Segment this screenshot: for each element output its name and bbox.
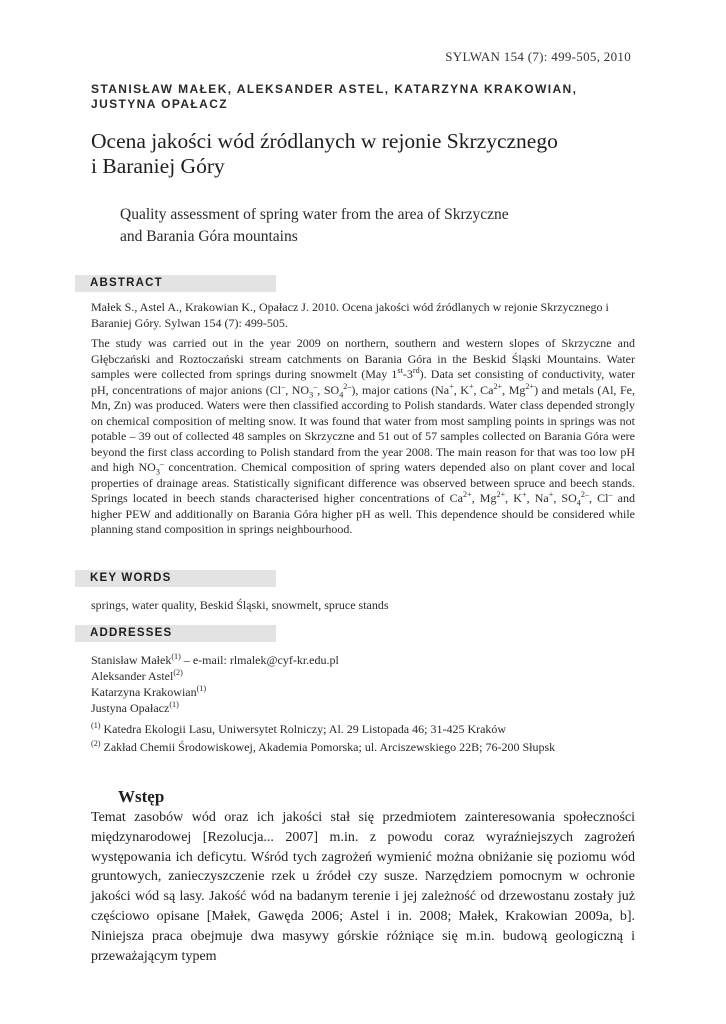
address-astel: Aleksander Astel$^{(2)}$	[91, 668, 183, 683]
keywords-text: springs, water quality, Beskid Śląski, snowmelt, spruce stands	[91, 598, 389, 612]
title-en-line-2: and Barania Góra mountains	[120, 228, 298, 245]
keywords-heading: KEY WORDS	[75, 570, 276, 587]
abstract-heading: ABSTRACT	[75, 275, 276, 292]
intro-heading: Wstęp	[118, 787, 165, 806]
abstract-section	[91, 300, 635, 538]
addresses-heading: ADDRESSES	[75, 625, 276, 642]
abstract-text: The study was carried out in the year 2009 on northern, southern and western slopes of Skrzyczne and Głębczański and Roztoczański stream catchments on Barania Góra in the Beskid Śląski Mountains. Water samples were collected from springs during snowmelt (May 1st-3rd). Data set consisting of conductivity, water pH, concentrations of major anions (Cl–, $NO_3^-$, $SO_4^{2-}$), major cations (Na+, K+, $Ca^{2+}$, $Mg^{2+}$) and metals (Al, Fe, Mn, Zn) was produced. Waters were then classified according to Polish standards. Water class depended strongly on chemical composition of melting snow. It was found that water from most sampling points in springs was not potable – 39 out of collected 48 samples on Skrzyczne and 51 out of 57 samples collected on Barania Góra were beyond the first class according to Polish standard from the year 2008. The main reason for that was too low pH and high $NO_3^-$ concentration. Chemical composition of spring waters depended also on plant cover and local properties of drainage areas. Statistically significant difference was observed between spruce and beech stands. Springs located in beech stands characterised higher concentrations of $Ca^{2+}$, $Mg^{2+}$, K+, Na+, $SO_4^{2-}$, Cl– and higher PEW and additionally on Barania Góra higher pH as well. This dependence should be considered while planning stand composition in springs neighbourhood.	[91, 336, 636, 536]
journal-reference: SYLWAN 154 (7): 499-505, 2010	[445, 49, 631, 64]
address-malek: Stanisław Małek$^{(1)}$ – e-mail: rlmalek@cyf-kr.edu.pl	[91, 652, 339, 667]
author-line-2: JUSTYNA OPAŁACZ	[91, 97, 229, 111]
title-pl-line-2: i Baraniej Góry	[91, 154, 225, 178]
abstract-citation: Małek S., Astel A., Krakowian K., Opałacz J. 2010. Ocena jakości wód źródlanych w rejonie Skrzycznego i Baraniej Góry. Sylwan 154 (7): 499-505.	[91, 300, 609, 330]
address-krakowian: Katarzyna Krakowian$^{(1)}$	[91, 684, 207, 699]
institution-1: $^{(1)}$ Katedra Ekologii Lasu, Uniwersytet Rolniczy; Al. 29 Listopada 46; 31-425 Kraków	[91, 721, 507, 736]
author-line-1: STANISŁAW MAŁEK, ALEKSANDER ASTEL, KATARZYNA KRAKOWIAN,	[91, 82, 578, 96]
article-title-polish	[91, 129, 651, 179]
intro-text: Temat zasobów wód oraz ich jakości stał się przedmiotem zainteresowania społeczności międzynarodowej [Rezolucja... 2007] m.in. z powodu coraz wyraźniejszych zagrożeń występowania ich deficytu. Wśród tych zagrożeń wymienić można obniżanie się poziomu wód gruntowych, zanieczyszczenie rzek u źródeł czy susze. Narzędziem pomocnym w ochronie jakości wód są lasy. Jakość wód na badanym terenie i jej zależność od drzewostanu zostały już częściowo opisane [Małek, Gawęda 2006; Astel i in. 2008; Małek, Krakowian 2009a, b]. Niniejsza praca obejmuje dwa masywy górskie różniące się m.in. budową geologiczną i przeważającym typem	[91, 810, 635, 964]
article-title-english	[120, 204, 640, 248]
title-en-line-1: Quality assessment of spring water from the area of Skrzyczne	[120, 206, 509, 223]
author-list	[91, 82, 651, 112]
institution-2: $^{(2)}$ Zakład Chemii Środowiskowej, Akademia Pomorska; ul. Arciszewskiego 22B; 76-200 Słupsk	[91, 739, 556, 754]
address-opalacz: Justyna Opałacz$^{(1)}$	[91, 700, 179, 715]
title-pl-line-1: Ocena jakości wód źródlanych w rejonie Skrzycznego	[91, 129, 558, 153]
addresses-section	[91, 652, 635, 755]
